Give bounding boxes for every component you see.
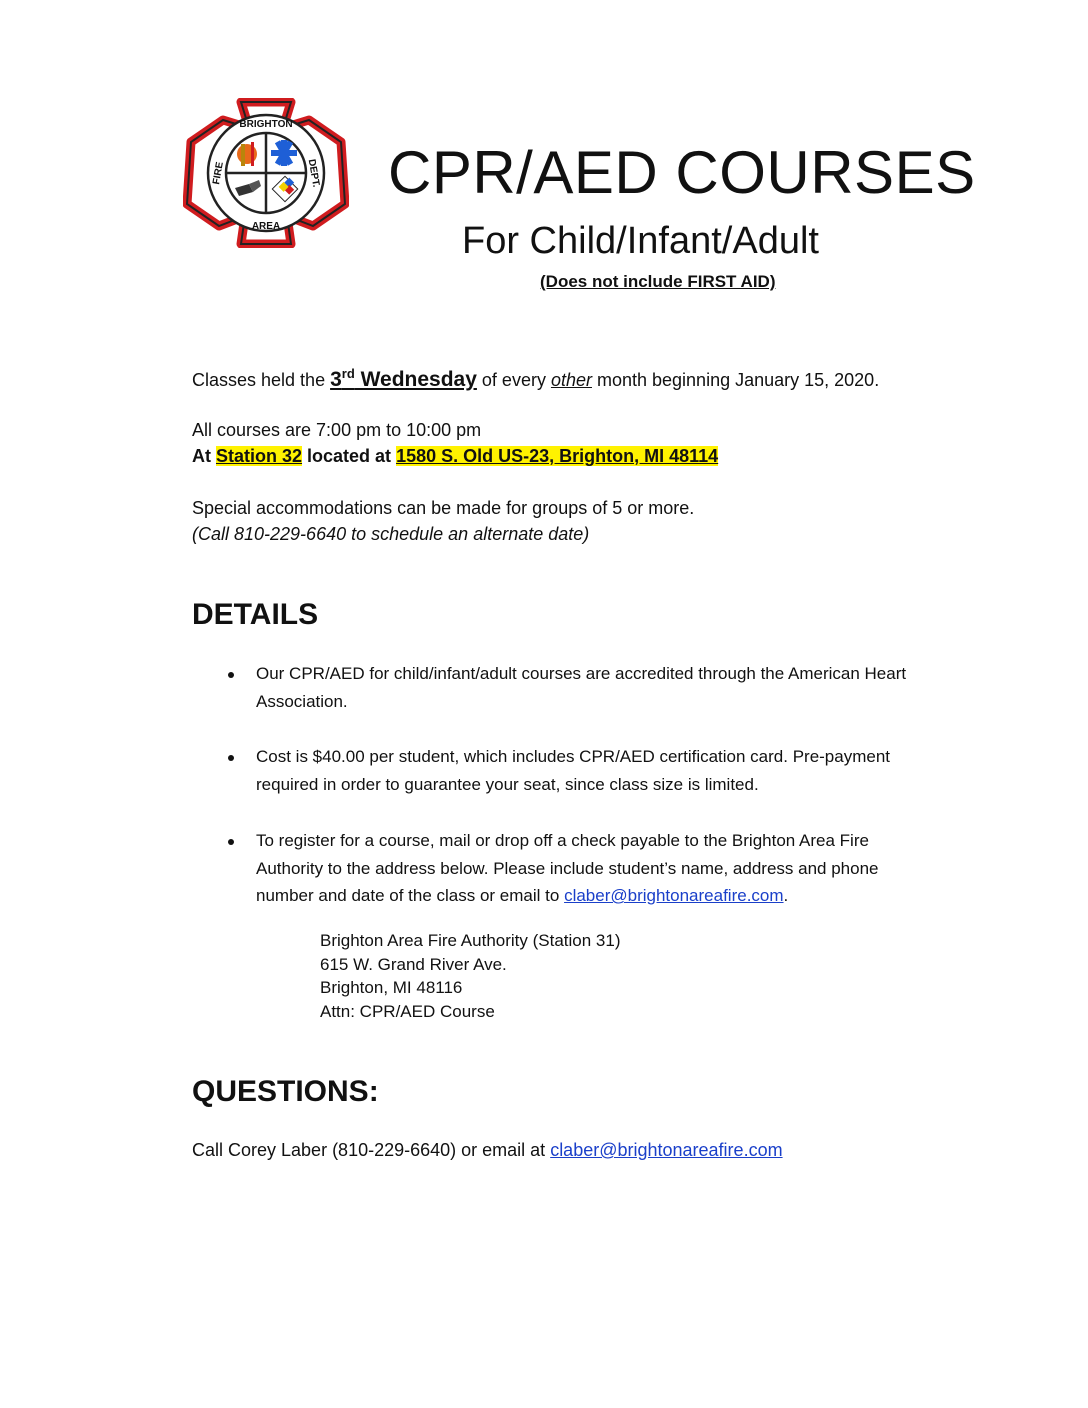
fire-dept-logo	[183, 98, 349, 248]
bullet-icon	[228, 672, 234, 678]
detail-cost: Cost is $40.00 per student, which includes CPR/AED certification card. Pre-payment required in order to guarantee your seat, since class size is limited.	[256, 747, 891, 794]
first-aid-note: (Does not include FIRST AID)	[540, 272, 776, 291]
page-subtitle: For Child/Infant/Adult	[462, 220, 819, 262]
special-accommodations: Special accommodations can be made for groups of 5 or more.	[192, 498, 695, 518]
page-title: CPR/AED COURSES	[388, 139, 976, 206]
svg-text:BRIGHTON: BRIGHTON	[239, 119, 293, 130]
location-line: At Station 32 located at 1580 S. Old US-23, Brighton, MI 48114	[192, 446, 719, 466]
questions-heading: QUESTIONS:	[192, 1075, 379, 1108]
mailing-address: Brighton Area Fire Authority (Station 31) 615 W. Grand River Ave. Brighton, MI 48116 Attn: CPR/AED Course	[320, 931, 621, 1021]
time-line: All courses are 7:00 pm to 10:00 pm	[192, 420, 482, 440]
register-email-link[interactable]: claber@brightonareafire.com	[564, 886, 784, 905]
svg-text:AREA: AREA	[251, 221, 281, 232]
detail-register: To register for a course, mail or drop off a check payable to the Brighton Area Fire Authority to the address below. Please include student’s name, address and phone number and date of the class or email to claber@brightonareafire.com.	[256, 831, 879, 905]
detail-accreditation: Our CPR/AED for child/infant/adult courses are accredited through the American Heart Association.	[256, 664, 907, 711]
bullet-icon	[228, 755, 234, 761]
contact-email-link[interactable]: claber@brightonareafire.com	[550, 1140, 783, 1160]
station-highlight: Station 32	[216, 446, 303, 466]
questions-contact: Call Corey Laber (810-229-6640) or email at claber@brightonareafire.com	[192, 1140, 783, 1160]
details-heading: DETAILS	[192, 598, 319, 631]
address-highlight: 1580 S. Old US-23, Brighton, MI 48114	[396, 446, 719, 466]
schedule-line: Classes held the 3rd Wednesday of every other month beginning January 15, 2020.	[192, 366, 880, 391]
call-note: (Call 810-229-6640 to schedule an alternate date)	[192, 524, 590, 544]
bullet-icon	[228, 839, 234, 845]
svg-text:DEPT.: DEPT.	[305, 158, 322, 189]
svg-text:FIRE: FIRE	[211, 161, 226, 186]
